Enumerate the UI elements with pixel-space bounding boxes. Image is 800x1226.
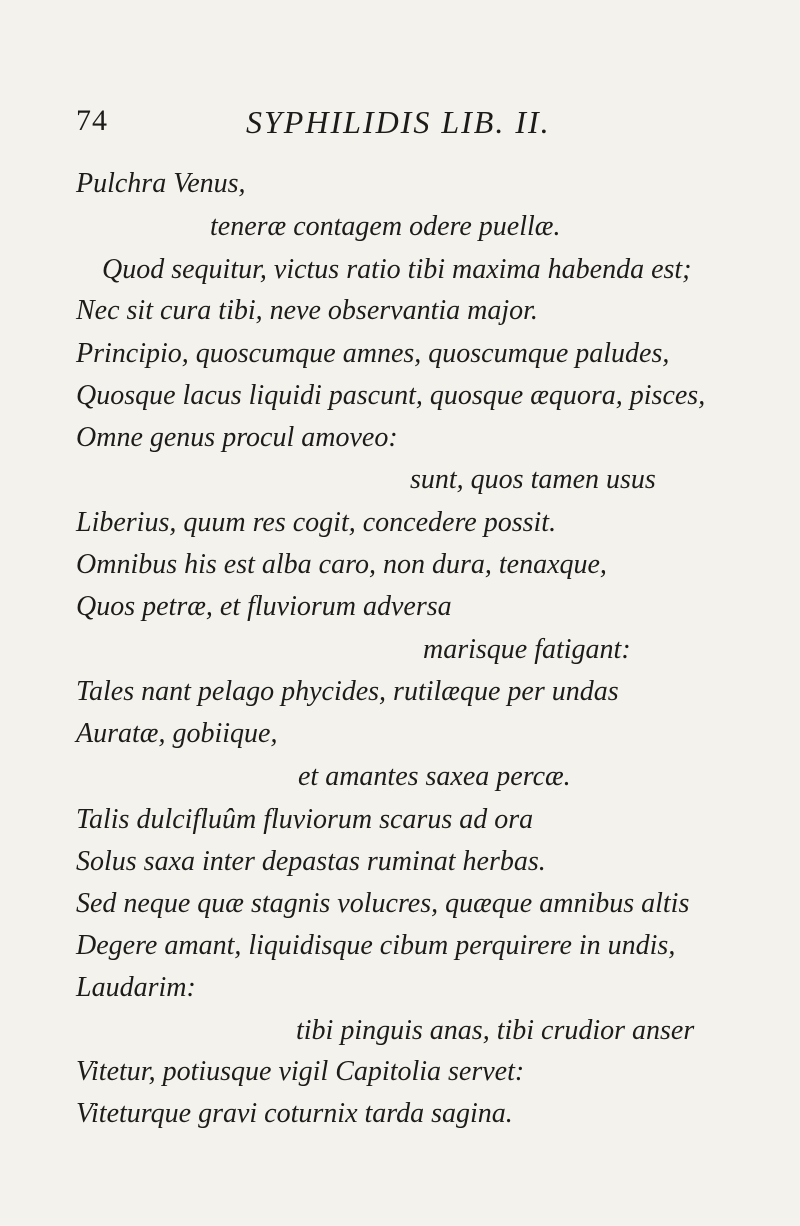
verse-line: Sed neque quæ stagnis volucres, quæque amnibus altis bbox=[76, 888, 690, 919]
verse-line: Viteturque gravi coturnix tarda sagina. bbox=[76, 1098, 513, 1129]
verse-line: Principio, quoscumque amnes, quoscumque paludes, bbox=[76, 338, 670, 369]
verse-line: Omne genus procul amoveo: bbox=[76, 422, 398, 453]
verse-line: sunt, quos tamen usus bbox=[410, 464, 656, 495]
page-number: 74 bbox=[76, 104, 108, 137]
verse-line: et amantes saxea percæ. bbox=[298, 761, 571, 792]
page-header bbox=[0, 104, 800, 154]
verse-line: Auratæ, gobiique, bbox=[76, 718, 278, 749]
verse-line: Laudarim: bbox=[76, 972, 196, 1003]
verse-line: Solus saxa inter depastas ruminat herbas. bbox=[76, 846, 546, 877]
verse-line: Vitetur, potiusque vigil Capitolia servet: bbox=[76, 1056, 525, 1087]
verse-line: Degere amant, liquidisque cibum perquirere in undis, bbox=[76, 930, 676, 961]
verse-line: Tales nant pelago phycides, rutilæque per undas bbox=[76, 676, 619, 707]
verse-line: Omnibus his est alba caro, non dura, tenaxque, bbox=[76, 549, 607, 580]
verse-line: Pulchra Venus, bbox=[76, 168, 246, 199]
running-title: SYPHILIDIS LIB. II. bbox=[246, 104, 551, 140]
verse-line: tibi pinguis anas, tibi crudior anser bbox=[296, 1015, 695, 1046]
verse-line: Quod sequitur, victus ratio tibi maxima habenda est; bbox=[102, 254, 692, 285]
verse-line: Quosque lacus liquidi pascunt, quosque æquora, pisces, bbox=[76, 380, 706, 411]
verse-line: Talis dulcifluûm fluviorum scarus ad ora bbox=[76, 804, 534, 835]
verse-line: Nec sit cura tibi, neve observantia major. bbox=[76, 295, 538, 326]
verse-line: marisque fatigant: bbox=[423, 634, 631, 665]
verse-line: Quos petræ, et fluviorum adversa bbox=[76, 591, 452, 622]
verse-line: Liberius, quum res cogit, concedere possit. bbox=[76, 507, 557, 538]
verse-line: teneræ contagem odere puellæ. bbox=[210, 211, 561, 242]
